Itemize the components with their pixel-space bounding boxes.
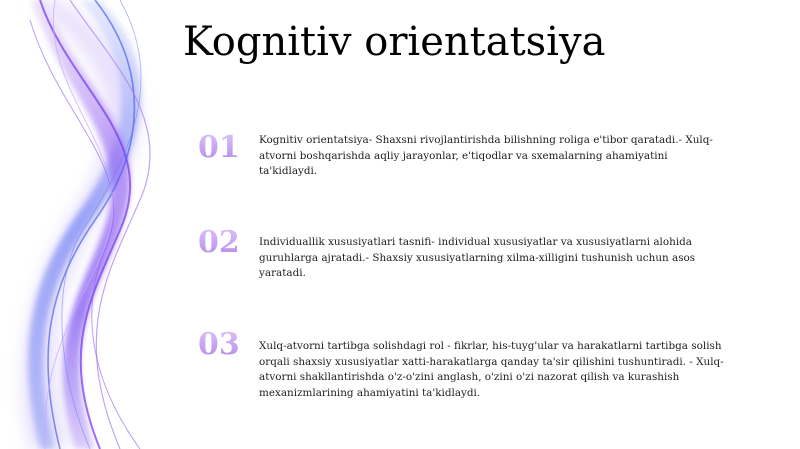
item-number-02: 02 bbox=[198, 228, 258, 258]
item-number-01: 01 bbox=[198, 133, 258, 163]
item-number-03: 03 bbox=[198, 330, 258, 360]
purple-smoke-decoration bbox=[0, 0, 220, 449]
slide-title: Kognitiv orientatsiya bbox=[183, 19, 606, 65]
item-text-02: Individuallik xususiyatlari tasnifi- individual xususiyatlar va xususiyatlarni alohida guruhlarga ajratadi.- Shaxsiy xususiyatlarning xilma-xilligini tushunish uchun asos yaratadi. bbox=[259, 236, 696, 279]
item-text-03: Xulq-atvorni tartibga solishdagi rol - fikrlar, his-tuyg'ular va harakatlarni tartibga solish orqali shaxsiy xususiyatlar xatti-harakatlarga qanday ta'sir qilishini tushuntiradi. - Xulq-atvorni shakllantirishda o'z-o'zini anglash, o'zini o'zi nazorat qilish va kurashish mexanizmlarining ahamiyatini ta'kidlaydi. bbox=[259, 340, 724, 399]
item-text-01: Kognitiv orientatsiya- Shaxsni rivojlantirishda bilishning roliga e'tibor qaratadi.- Xulq-atvorni boshqarishda aqliy jarayonlar, e'tiqodlar va sxemalarning ahamiyatini ta'kidlaydi. bbox=[259, 134, 713, 177]
